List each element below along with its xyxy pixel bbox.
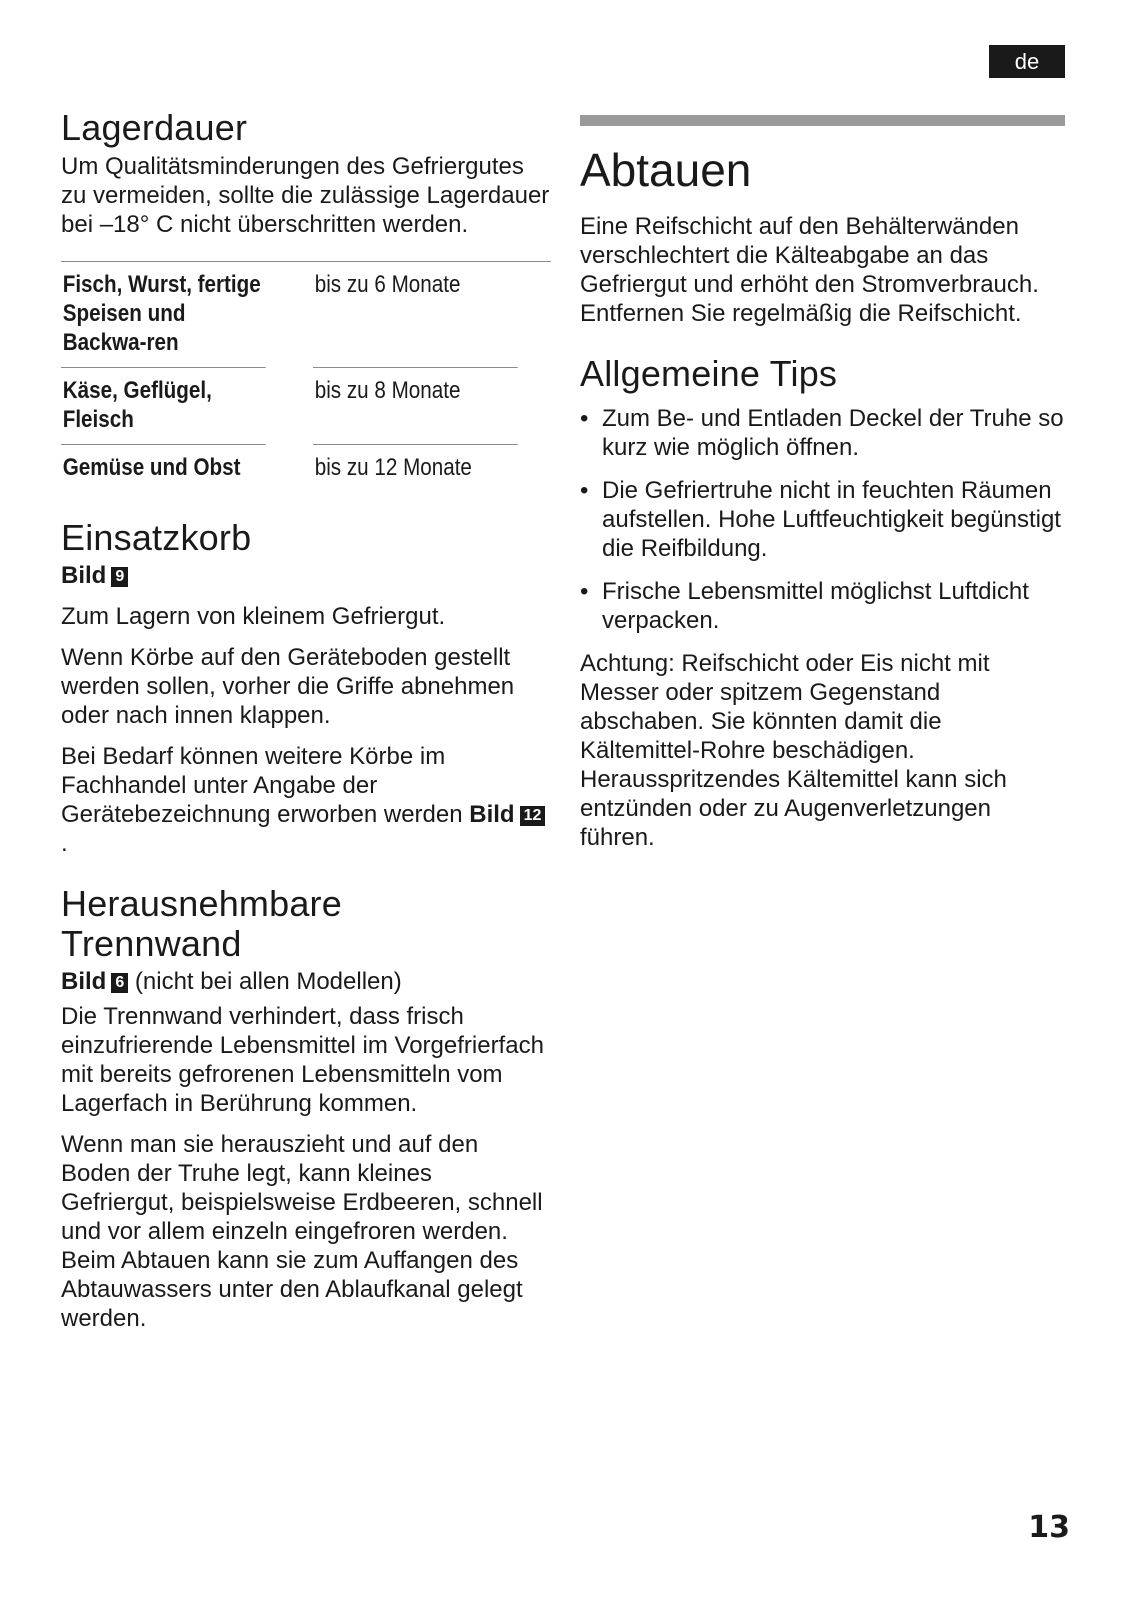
trennwand-paragraph-1: Die Trennwand verhindert, dass frisch einzufrierende Lebensmittel im Vorgefrierfach mit bereits gefrorenen Lebensmitteln vom Lagerfach in Berührung kommen. [61, 1003, 544, 1118]
einsatzkorb-paragraph-2: Wenn Körbe auf den Geräteboden gestellt werden sollen, vorher die Griffe abnehmen oder nach innen klappen. [61, 644, 515, 730]
section-lagerdauer [61, 108, 551, 492]
heading-lagerdauer: Lagerdauer [61, 107, 248, 148]
einsatzkorb-paragraph-3 [61, 742, 551, 858]
list-item [580, 476, 1065, 563]
figure-number-badge: 6 [111, 973, 128, 993]
heading-abtauen: Abtauen [580, 144, 752, 196]
left-column [61, 108, 551, 1345]
bullet-icon: • [580, 577, 589, 605]
section-rule [580, 115, 1065, 126]
sentence-end: . [61, 830, 68, 858]
table-row [61, 262, 551, 368]
lagerdauer-intro: Um Qualitätsminderungen des Gefriergutes zu vermeiden, sollte die zulässige Lagerdauer bei –18° C nicht überschritten werden. [61, 152, 550, 238]
trennwand-paragraph-2: Wenn man sie herauszieht und auf den Boden der Truhe legt, kann kleines Gefriergut, beispielsweise Erdbeeren, schnell und vor allem einzeln eingefroren werden. Beim Abtauen kann sie zum Auffangen des Abtauwassers unter den Ablaufkanal gelegt werden. [61, 1131, 543, 1333]
table-row [61, 445, 551, 492]
bild-label: Bild [469, 801, 515, 829]
food-cell: Gemüse und Obst [62, 453, 241, 481]
heading-line: Trennwand [61, 922, 242, 964]
figure-number-badge: 9 [111, 567, 128, 587]
heading-line: Herausnehmbare [61, 883, 342, 925]
bild-label: Bild [61, 562, 107, 590]
food-cell: Fisch, Wurst, fertige Speisen und Backwa-ren [61, 262, 266, 368]
list-item [580, 404, 1065, 462]
bild-label: Bild [61, 968, 107, 996]
figure-note: (nicht bei allen Modellen) [134, 968, 402, 996]
food-cell: Käse, Geflügel, Fleisch [61, 368, 266, 445]
section-abtauen [580, 146, 1065, 328]
section-einsatzkorb [61, 518, 551, 859]
figure-number-badge: 12 [520, 806, 546, 826]
duration-cell: bis zu 6 Monate [313, 262, 518, 368]
language-badge: de [989, 45, 1065, 78]
table-row [61, 368, 551, 445]
right-column [580, 115, 1065, 864]
bullet-icon: • [580, 476, 589, 504]
page-number: 13 [1028, 1510, 1070, 1545]
section-allgemeine-tips [580, 354, 1065, 852]
list-item-text: Zum Be- und Entladen Deckel der Truhe so kurz wie möglich öffnen. [602, 404, 1064, 461]
list-item [580, 577, 1065, 635]
bullet-icon: • [580, 404, 589, 432]
tips-list [580, 404, 1065, 635]
storage-duration-table [61, 261, 551, 492]
list-item-text: Die Gefriertruhe nicht in feuchten Räumen aufstellen. Hohe Luftfeuchtigkeit begünstigt die Reifbildung. [602, 476, 1061, 562]
warning-paragraph: Achtung: Reifschicht oder Eis nicht mit Messer oder spitzem Gegenstand abschaben. Sie könnten damit die Kältemittel-Rohre beschädigen. Herausspritzendes Kältemittel kann sich entzünden oder zu Augenverletzungen führen. [580, 649, 1007, 851]
list-item-text: Frische Lebensmittel möglichst Luftdicht verpacken. [602, 577, 1029, 634]
abtauen-paragraph: Eine Reifschicht auf den Behälterwänden verschlechtert die Kälteabgabe an das Gefriergut und erhöht den Stromverbrauch. Entfernen Sie regelmäßig die Reifschicht. [580, 213, 1039, 328]
heading-einsatzkorb: Einsatzkorb [61, 516, 252, 558]
duration-cell: bis zu 12 Monate [314, 453, 472, 481]
einsatzkorb-paragraph-1: Zum Lagern von kleinem Gefriergut. [61, 603, 446, 631]
heading-allgemeine-tips: Allgemeine Tips [580, 353, 838, 395]
duration-cell: bis zu 8 Monate [313, 368, 518, 445]
figure-reference [61, 967, 551, 996]
heading-trennwand [61, 884, 551, 963]
section-trennwand [61, 884, 551, 1333]
figure-reference [61, 561, 551, 590]
einsatzkorb-paragraph-3-text: Bei Bedarf können weitere Körbe im Fachhandel unter Angabe der Gerätebezeichnung erworben werden [61, 743, 463, 829]
